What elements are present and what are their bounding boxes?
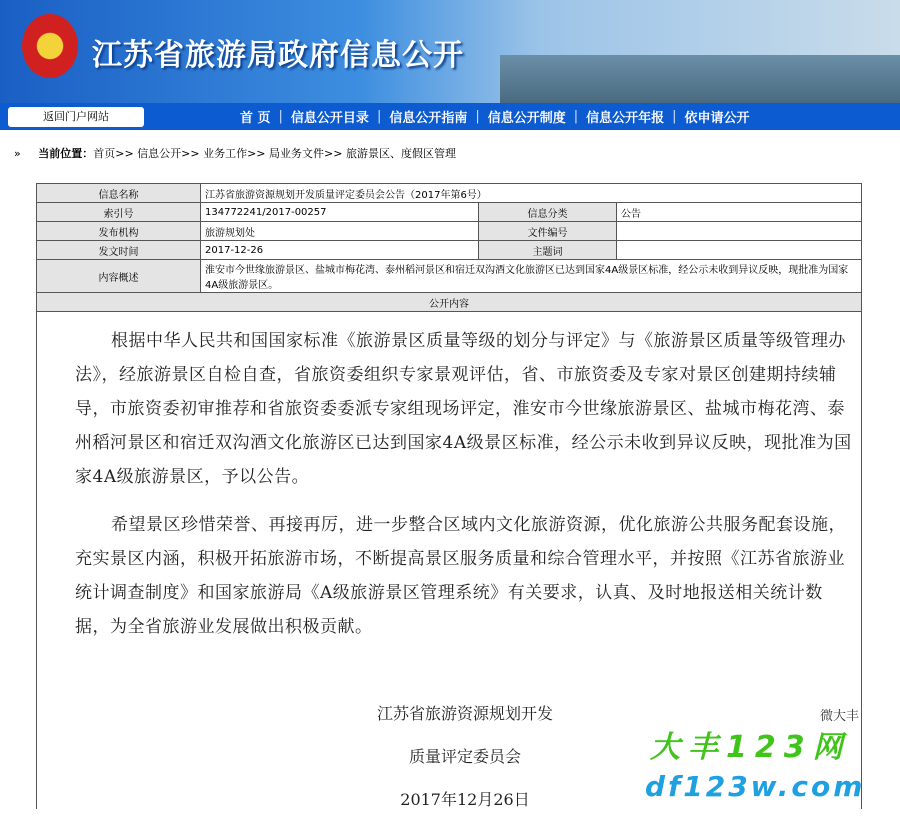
summary-label: 内容概述 xyxy=(37,260,201,293)
nav-annual-report[interactable]: 信息公开年报 xyxy=(586,111,665,126)
index-label: 索引号 xyxy=(37,203,201,222)
category-label: 信息分类 xyxy=(479,203,617,222)
topic-value xyxy=(617,241,862,260)
docno-label: 文件编号 xyxy=(479,222,617,241)
info-table xyxy=(36,183,862,312)
summary-value: 淮安市今世缘旅游景区、盐城市梅花湾、泰州稻河景区和宿迁双沟酒文化旅游区已达到国家4A级景区标准，经公示未收到异议反映，现批准为国家4A级旅游景区。 xyxy=(201,260,862,293)
nav-system[interactable]: 信息公开制度 xyxy=(487,111,566,126)
nav-catalog[interactable]: 信息公开目录 xyxy=(290,111,369,126)
date-label: 发文时间 xyxy=(37,241,201,260)
signature-org-line2: 质量评定委员会 xyxy=(408,747,521,766)
nav-separator: | xyxy=(278,109,283,124)
signature-org-line1: 江苏省旅游资源规划开发 xyxy=(376,704,553,723)
paragraph-1: 根据中华人民共和国国家标准《旅游景区质量等级的划分与评定》与《旅游景区质量等级管理办法》，经旅游景区自检自查，省旅资委组织专家景观评估，省、市旅资委及专家对景区创建期持续辅导，市旅资委初审推荐和省旅资委委派专家组现场评定，淮安市今世缘旅游景区、盐城市梅花湾、泰州稻河景区和宿迁双沟酒文化旅游区已达到国家4A级景区标准，经公示未收到异议反映，现批准为国家4A级旅游景区，予以公告。 xyxy=(75,331,852,487)
index-value: 134772241/2017-00257 xyxy=(201,203,479,222)
nav-separator: | xyxy=(376,109,382,124)
org-label: 发布机构 xyxy=(37,222,201,241)
breadcrumb xyxy=(14,145,456,161)
name-label: 信息名称 xyxy=(37,184,201,203)
nav-home[interactable]: 首 页 xyxy=(240,111,271,126)
category-value: 公告 xyxy=(617,203,862,222)
date-value: 2017-12-26 xyxy=(201,241,479,260)
nav-apply[interactable]: 依申请公开 xyxy=(684,111,750,126)
watermark-domain: df123w.com xyxy=(645,770,866,803)
watermark-site-name: 大丰123网 xyxy=(650,730,851,765)
nav-guide[interactable]: 信息公开指南 xyxy=(389,111,468,126)
national-emblem-icon xyxy=(22,14,78,78)
banner-photo xyxy=(500,55,900,103)
breadcrumb-marker: » xyxy=(14,147,21,160)
breadcrumb-path[interactable]: 首页>> 信息公开>> 业务工作>> 局业务文件>> 旅游景区、度假区管理 xyxy=(93,147,456,160)
nav-bar xyxy=(0,103,900,130)
signature-date: 2017年12月26日 xyxy=(400,790,530,809)
breadcrumb-label: 当前位置： xyxy=(38,147,94,160)
nav-separator: | xyxy=(672,109,677,124)
org-value: 旅游规划处 xyxy=(201,222,479,241)
nav-separator: | xyxy=(475,109,480,124)
paragraph-2: 希望景区珍惜荣誉、再接再厉，进一步整合区域内文化旅游资源，优化旅游公共服务配套设施，充实景区内涵，积极开拓旅游市场，不断提高景区服务质量和综合管理水平，并按照《江苏省旅游业统计调查制度》和国家旅游局《A级旅游景区管理系统》有关要求，认真、及时地报送相关统计数据，为全省旅游业发展做出积极贡献。 xyxy=(75,515,846,637)
watermark-wechat: 微大丰 xyxy=(820,709,860,724)
nav-separator: | xyxy=(573,109,579,124)
topic-label: 主题词 xyxy=(479,241,617,260)
header-banner xyxy=(0,0,900,103)
site-title: 江苏省旅游局政府信息公开 xyxy=(92,38,464,73)
docno-value xyxy=(617,222,862,241)
name-value: 江苏省旅游资源规划开发质量评定委员会公告（2017年第6号） xyxy=(201,184,862,203)
back-to-portal-button[interactable]: 返回门户网站 xyxy=(8,107,144,127)
public-content-header: 公开内容 xyxy=(37,293,862,312)
